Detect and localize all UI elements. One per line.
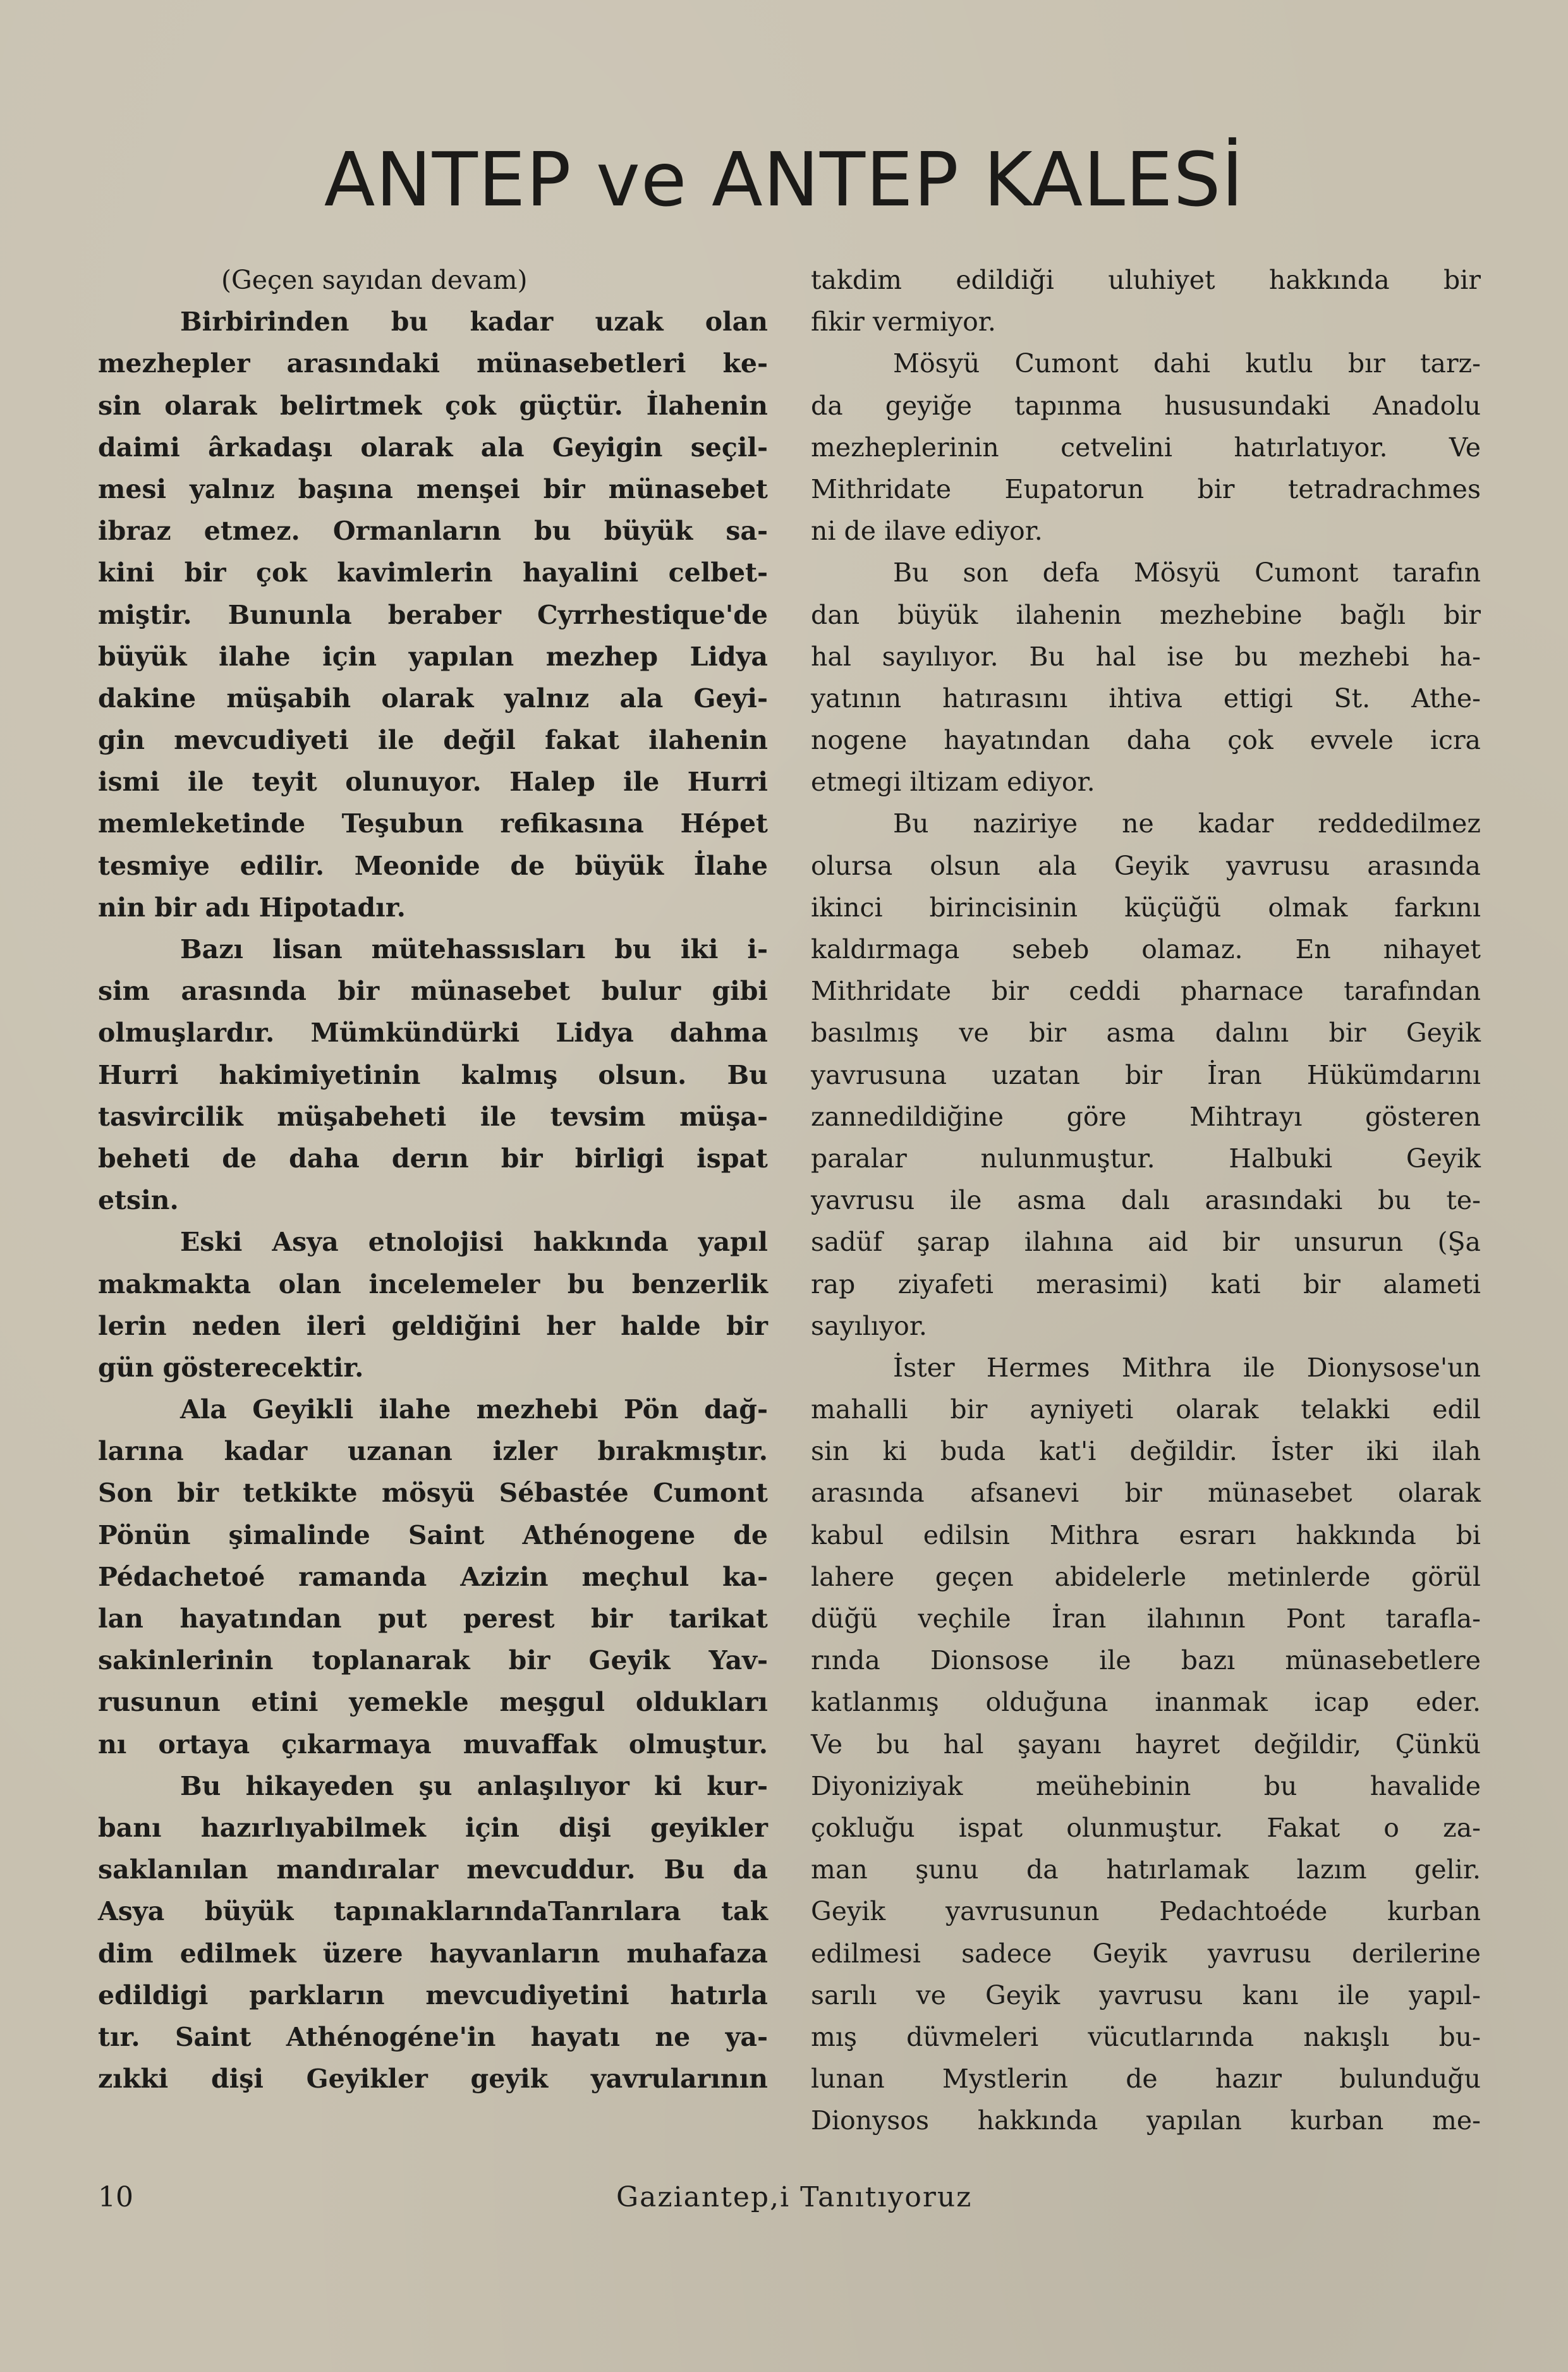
text-line: Pédachetoé ramanda Azizin meçhul ka- — [98, 1561, 768, 1592]
text-line: lerin neden ileri geldiğini her halde bir — [98, 1310, 768, 1341]
text-line: yavrusuna uzatan bir İran Hükümdarını — [811, 1059, 1481, 1090]
text-line: man şunu da hatırlamak lazım gelir. — [811, 1854, 1481, 1885]
text-line: Mithridate bir ceddi pharnace tarafından — [811, 976, 1481, 1007]
text-line: Eski Asya etnolojisi hakkında yapıl — [180, 1227, 768, 1258]
text-line: kini bir çok kavimlerin hayalini celbet- — [98, 557, 768, 588]
text-line: Dionysos hakkında yapılan kurban me- — [811, 2105, 1481, 2136]
text-line: nin bir adı Hipotadır. — [98, 892, 406, 923]
text-line: olursa olsun ala Geyik yavrusu arasında — [811, 850, 1481, 881]
text-line: beheti de daha derın bir birligi ispat — [98, 1143, 768, 1174]
text-line: tesmiye edilir. Meonide de büyük İlahe — [98, 850, 768, 881]
text-line: mezhepler arasındaki münasebetleri ke- — [98, 348, 768, 379]
text-line: ikinci birincisinin küçüğü olmak farkını — [811, 892, 1481, 923]
text-line: Ve bu hal şayanı hayret değildir, Çünkü — [811, 1729, 1481, 1760]
text-line: etmegi iltizam ediyor. — [811, 767, 1095, 798]
text-line: da geyiğe tapınma hususundaki Anadolu — [811, 390, 1481, 421]
text-line: hal sayılıyor. Bu hal ise bu mezhebi ha- — [811, 641, 1481, 672]
text-line: basılmış ve bir asma dalını bir Geyik — [811, 1018, 1481, 1049]
text-line: tır. Saint Athénogéne'in hayatı ne ya- — [98, 2021, 768, 2052]
text-line: ismi ile teyit olunuyor. Halep ile Hurri — [98, 767, 768, 798]
publication-name: Gaziantep,i Tanıtıyoruz — [616, 2181, 973, 2213]
text-line: dakine müşabih olarak yalnız ala Geyi- — [98, 683, 768, 714]
text-line: Pönün şimalinde Saint Athénogene de — [98, 1519, 768, 1550]
text-line: Hurri hakimiyetinin kalmış olsun. Bu — [98, 1059, 768, 1090]
text-line: mezheplerinin cetvelini hatırlatıyor. Ve — [811, 432, 1481, 463]
text-line: zıkki dişi Geyikler geyik yavrularının — [98, 2064, 768, 2095]
left-column — [98, 259, 768, 2100]
text-line: sarılı ve Geyik yavrusu kanı ile yapıl- — [811, 1980, 1481, 2010]
text-line: Mösyü Cumont dahi kutlu bır tarz- — [893, 348, 1481, 379]
text-line: katlanmış olduğuna inanmak icap eder. — [811, 1687, 1481, 1718]
text-line: mahalli bir ayniyeti olarak telakki edil — [811, 1394, 1481, 1425]
text-line: dim edilmek üzere hayvanların muhafaza — [98, 1938, 768, 1969]
text-line: sakinlerinin toplanarak bir Geyik Yav- — [98, 1645, 768, 1676]
text-line: Diyoniziyak meühebinin bu havalide — [811, 1770, 1481, 1801]
text-line: lunan Mystlerin de hazır bulunduğu — [811, 2064, 1481, 2095]
text-line: sin olarak belirtmek çok güçtür. İlahenin — [98, 390, 768, 421]
article-title: ANTEP ve ANTEP KALESİ — [324, 136, 1244, 223]
text-line: Ala Geyikli ilahe mezhebi Pön dağ- — [180, 1394, 768, 1425]
page-number: 10 — [98, 2181, 133, 2213]
text-line: Birbirinden bu kadar uzak olan — [180, 307, 768, 338]
text-line: Son bir tetkikte mösyü Sébastée Cumont — [98, 1478, 768, 1509]
text-line: tasvircilik müşabeheti ile tevsim müşa- — [98, 1101, 768, 1132]
text-line: saklanılan mandıralar mevcuddur. Bu da — [98, 1854, 768, 1885]
text-line: İster Hermes Mithra ile Dionysose'un — [893, 1352, 1481, 1383]
text-line: mış düvmeleri vücutlarında nakışlı bu- — [811, 2021, 1481, 2052]
text-line: sin ki buda kat'i değildir. İster iki ilah — [811, 1436, 1481, 1467]
text-line: paralar nulunmuştur. Halbuki Geyik — [811, 1143, 1481, 1174]
text-line: ibraz etmez. Ormanların bu büyük sa- — [98, 516, 768, 547]
text-line: rusunun etini yemekle meşgul oldukları — [98, 1687, 768, 1718]
text-line: mesi yalnız başına menşei bir münasebet — [98, 473, 768, 504]
text-line: sayılıyor. — [811, 1310, 927, 1341]
text-line: dan büyük ilahenin mezhebine bağlı bir — [811, 599, 1481, 630]
text-line: larına kadar uzanan izler bırakmıştır. — [98, 1436, 768, 1467]
text-line: çokluğu ispat olunmuştur. Fakat o za- — [811, 1812, 1481, 1843]
text-line: rap ziyafeti merasimi) kati bir alameti — [811, 1268, 1481, 1299]
text-line: yavrusu ile asma dalı arasındaki bu te- — [811, 1185, 1481, 1216]
text-line: olmuşlardır. Mümkündürki Lidya dahma — [98, 1018, 768, 1049]
text-line: düğü veçhile İran ilahının Pont tarafla- — [811, 1603, 1481, 1634]
text-line: fikir vermiyor. — [811, 307, 996, 338]
text-line: sadüf şarap ilahına aid bir unsurun (Şa — [811, 1227, 1481, 1258]
text-line: edilmesi sadece Geyik yavrusu derilerine — [811, 1938, 1481, 1969]
text-line: büyük ilahe için yapılan mezhep Lidya — [98, 641, 768, 672]
text-line: kabul edilsin Mithra esrarı hakkında bi — [811, 1519, 1481, 1550]
text-line: gin mevcudiyeti ile değil fakat ilahenin — [98, 725, 768, 756]
text-line: memleketinde Teşubun refikasına Hépet — [98, 808, 768, 839]
text-line: ni de ilave ediyor. — [811, 516, 1043, 547]
text-line: arasında afsanevi bir münasebet olarak — [811, 1478, 1481, 1509]
text-line: Geyik yavrusunun Pedachtoéde kurban — [811, 1896, 1481, 1927]
text-line: Bazı lisan mütehassısları bu iki i- — [180, 934, 768, 964]
text-line: takdim edildiği uluhiyet hakkında bir — [811, 265, 1481, 295]
right-column — [811, 259, 1481, 2141]
text-line: nı ortaya çıkarmaya muvaffak olmuştur. — [98, 1729, 768, 1760]
text-line: Bu naziriye ne kadar reddedilmez — [893, 808, 1481, 839]
text-line: rında Dionsose ile bazı münasebetlere — [811, 1645, 1481, 1676]
text-line: edildigi parkların mevcudiyetini hatırla — [98, 1980, 768, 2010]
text-line: gün gösterecektir. — [98, 1352, 364, 1383]
text-line: sim arasında bir münasebet bulur gibi — [98, 976, 768, 1007]
text-line: Bu hikayeden şu anlaşılıyor ki kur- — [180, 1770, 768, 1801]
text-line: banı hazırlıyabilmek için dişi geyikler — [98, 1812, 768, 1843]
text-line: etsin. — [98, 1185, 179, 1216]
text-line: zannedildiğine göre Mihtrayı gösteren — [811, 1101, 1481, 1132]
text-line: kaldırmaga sebeb olamaz. En nihayet — [811, 934, 1481, 964]
text-line: Asya büyük tapınaklarındaTanrılara tak — [98, 1896, 768, 1927]
text-line: miştir. Bununla beraber Cyrrhestique'de — [98, 599, 768, 630]
text-line: daimi ârkadaşı olarak ala Geyigin seçil- — [98, 432, 768, 463]
continued-note: (Geçen sayıdan devam) — [221, 265, 528, 295]
text-line: Bu son defa Mösyü Cumont tarafın — [893, 557, 1481, 588]
text-line: makmakta olan incelemeler bu benzerlik — [98, 1268, 768, 1299]
text-line: lan hayatından put perest bir tarikat — [98, 1603, 768, 1634]
text-line: Mithridate Eupatorun bir tetradrachmes — [811, 473, 1481, 504]
text-line: yatının hatırasını ihtiva ettigi St. Athe- — [811, 683, 1481, 714]
text-line: nogene hayatından daha çok evvele icra — [811, 725, 1481, 756]
text-line: lahere geçen abidelerle metinlerde görül — [811, 1561, 1481, 1592]
